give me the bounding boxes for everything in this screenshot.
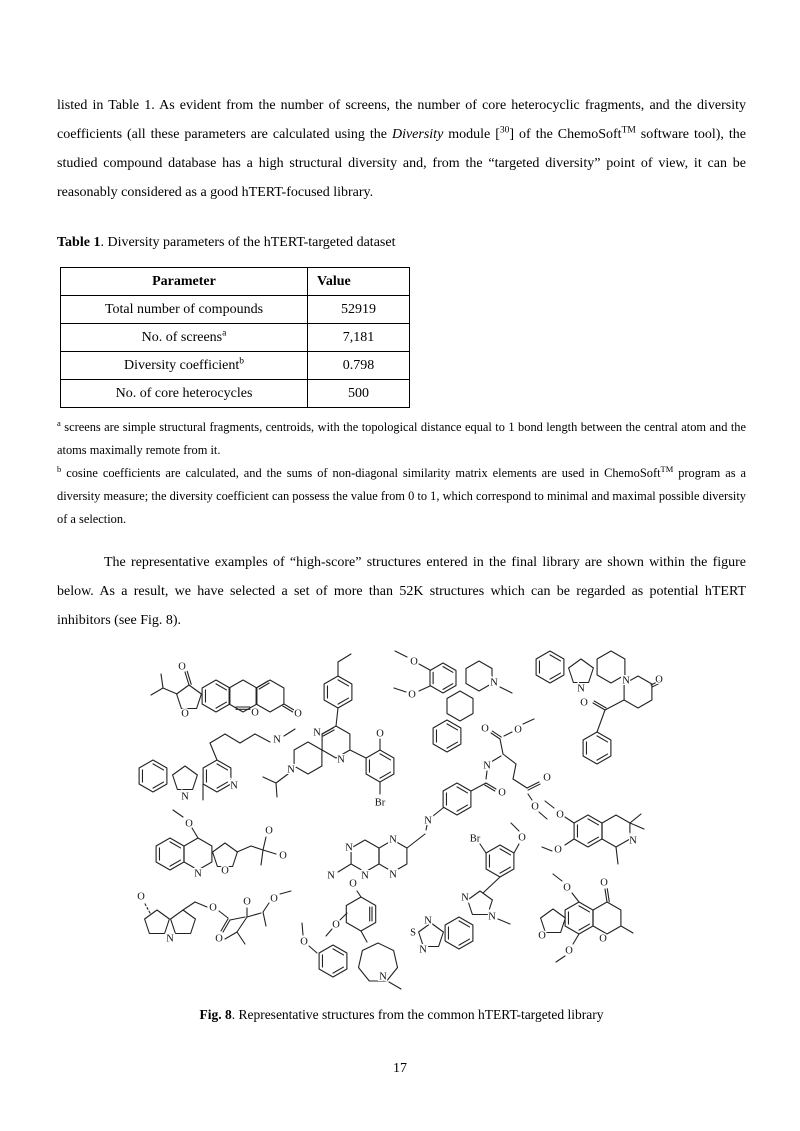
figure-8 bbox=[95, 636, 746, 999]
folate-like-glutamate-diester bbox=[327, 719, 551, 882]
footnote-b-mark: b bbox=[239, 355, 244, 366]
atom-label-O: O bbox=[556, 809, 564, 821]
atom-label-N: N bbox=[577, 683, 585, 695]
atom-label-N: N bbox=[273, 734, 281, 746]
atom-label-N: N bbox=[490, 677, 498, 689]
atom-label-O: O bbox=[600, 877, 608, 889]
atom-label-O: O bbox=[294, 708, 302, 720]
figure-caption-label: Fig. 8 bbox=[199, 1007, 232, 1022]
atom-label-O: O bbox=[531, 801, 539, 813]
param-cell: Diversity coefficient bbox=[124, 357, 240, 373]
atom-label-O: O bbox=[270, 893, 278, 905]
atom-label-N: N bbox=[345, 842, 353, 854]
atom-label-O: O bbox=[538, 930, 546, 942]
atom-label-N: N bbox=[461, 892, 469, 904]
atom-label-O: O bbox=[543, 772, 551, 784]
footnote-a: $^a$ screens are simple structural fragments, centroids, with the topological distance equal to 1 bond length between the central atom and the atoms maximally remote from it. bbox=[57, 417, 746, 457]
atom-label-N: N bbox=[389, 834, 397, 846]
spiro-pyrimidine-piperidine bbox=[263, 654, 394, 809]
figure-caption: Fig. 8. Representative structures from the common hTERT-targeted library bbox=[199, 1007, 604, 1022]
atom-label-N: N bbox=[361, 870, 369, 882]
atom-label-N: N bbox=[313, 727, 321, 739]
atom-label-O: O bbox=[349, 878, 357, 890]
atom-label-N: N bbox=[424, 815, 432, 827]
atom-label-N: N bbox=[194, 868, 202, 880]
value-cell: 52919 bbox=[308, 296, 410, 324]
paragraph-1-text: listed in Table 1. As evident from the number of screens, the number of core heterocyclic fragments, and the diversity coefficients (all these parameters are calculated using the bbox=[57, 98, 746, 142]
atom-label-N: N bbox=[424, 915, 432, 927]
atom-label-N: N bbox=[230, 780, 238, 792]
atom-label-O: O bbox=[300, 936, 308, 948]
atom-label-O: O bbox=[481, 723, 489, 735]
atom-label-O: O bbox=[279, 850, 287, 862]
param-cell: No. of screens bbox=[141, 329, 223, 345]
atom-label-Br: Br bbox=[469, 833, 481, 845]
atom-label-Br: Br bbox=[374, 797, 386, 809]
atom-label-O: O bbox=[137, 891, 145, 903]
table-caption-label: Table 1 bbox=[57, 235, 101, 250]
atom-label-N: N bbox=[629, 835, 637, 847]
atom-label-O: O bbox=[554, 844, 562, 856]
isopropyl-furochromone bbox=[151, 662, 302, 720]
atom-label-O: O bbox=[243, 896, 251, 908]
atom-label-O: O bbox=[221, 865, 229, 877]
param-cell: No. of core heterocycles bbox=[115, 385, 253, 401]
table-header-row bbox=[61, 268, 410, 296]
column-header-value: Value bbox=[308, 268, 410, 296]
tm-superscript: TM bbox=[621, 125, 636, 136]
atom-label-O: O bbox=[563, 882, 571, 894]
atom-label-O: O bbox=[215, 933, 223, 945]
atom-label-N: N bbox=[389, 869, 397, 881]
atom-label-O: O bbox=[265, 825, 273, 837]
atom-label-N: N bbox=[337, 754, 345, 766]
value-cell: 7,181 bbox=[308, 324, 410, 352]
table-caption: Table 1. Diversity parameters of the hTERT-targeted dataset bbox=[57, 235, 396, 250]
atom-label-O: O bbox=[251, 707, 259, 719]
dimethoxy-dihydroisoquinoline bbox=[542, 801, 644, 864]
dimethoxy-aporphine bbox=[394, 651, 512, 752]
table-row bbox=[61, 380, 410, 408]
atom-label-N: N bbox=[181, 791, 189, 803]
table-row bbox=[61, 296, 410, 324]
atom-label-O: O bbox=[565, 945, 573, 957]
diversity-italic: Diversity bbox=[391, 127, 444, 142]
dimethoxy-furochromone bbox=[538, 874, 633, 962]
thiadiazolo-benzimidazole bbox=[410, 823, 526, 956]
value-cell: 0.798 bbox=[308, 352, 410, 380]
atom-label-O: O bbox=[185, 818, 193, 830]
atom-label-O: O bbox=[181, 708, 189, 720]
footnote-a-mark: a bbox=[222, 327, 227, 338]
atom-label-O: O bbox=[408, 689, 416, 701]
tm-superscript: TM bbox=[660, 463, 674, 474]
atom-label-O: O bbox=[498, 787, 506, 799]
table-row bbox=[61, 352, 410, 380]
atom-label-O: O bbox=[514, 724, 522, 736]
column-header-parameter: Parameter bbox=[61, 268, 308, 296]
param-cell: Total number of compounds bbox=[104, 301, 264, 317]
paragraph-2: The representative examples of “high-score” structures entered in the final library are shown within the figure below. As a result, we have selected a set of more than 52K structures which can be regarded as potential hTERT inhibitors (see Fig. 8). bbox=[57, 555, 746, 628]
atom-label-O: O bbox=[518, 832, 526, 844]
atom-label-N: N bbox=[419, 944, 427, 956]
footnote-b: $^b$ cosine coefficients are calculated, and the sums of non-diagonal similarity matrix elements are used in ChemoSoft™ program as a diversity measure; the diversity coefficient can possess the value from 0 to 1, which correspond to minimal and maximal possible diversity of a selection. bbox=[57, 463, 746, 526]
atom-label-N: N bbox=[327, 870, 335, 882]
atom-label-O: O bbox=[655, 674, 663, 686]
atom-label-N: N bbox=[379, 971, 387, 983]
atom-label-O: O bbox=[580, 697, 588, 709]
table-footnotes bbox=[57, 416, 746, 531]
methoxy-furoquinoline-diol bbox=[156, 810, 287, 880]
atom-label-N: N bbox=[287, 764, 295, 776]
table-row bbox=[61, 324, 410, 352]
atom-label-N: N bbox=[488, 911, 496, 923]
page-number: 17 bbox=[393, 1061, 407, 1076]
figure-structures bbox=[95, 636, 710, 994]
atom-label-O: O bbox=[376, 728, 384, 740]
value-cell: 500 bbox=[308, 380, 410, 408]
atom-label-S: S bbox=[410, 927, 416, 939]
paragraph-1: listed in Table 1. As evident from the number of screens, the number of core heterocyclic fragments, and the diversity coefficients (all these parameters are calculated using the Diversity module [$^{30}$] of the ChemoSoft™ software tool), the studied compound database has a high structural diversity and, from the “targeted diversity” point of view, it can be reasonably considered as a good hTERT-focused library. bbox=[57, 98, 746, 200]
atom-label-O: O bbox=[178, 661, 186, 673]
atom-label-N: N bbox=[483, 760, 491, 772]
atom-label-N: N bbox=[622, 675, 630, 687]
spiro-benzazepine bbox=[300, 879, 401, 990]
diversity-table bbox=[60, 267, 410, 408]
atom-label-N: N bbox=[166, 933, 174, 945]
pyrrolizidine-ester bbox=[137, 891, 291, 945]
atom-label-O: O bbox=[332, 919, 340, 931]
atom-label-O: O bbox=[410, 656, 418, 668]
benzoyl-indoloquinolizinone bbox=[536, 651, 663, 764]
ref-30-superscript: 30 bbox=[499, 125, 510, 136]
page-content bbox=[57, 0, 746, 1037]
atom-label-O: O bbox=[599, 933, 607, 945]
atom-label-O: O bbox=[209, 902, 217, 914]
carboline-butylamine bbox=[139, 729, 295, 803]
